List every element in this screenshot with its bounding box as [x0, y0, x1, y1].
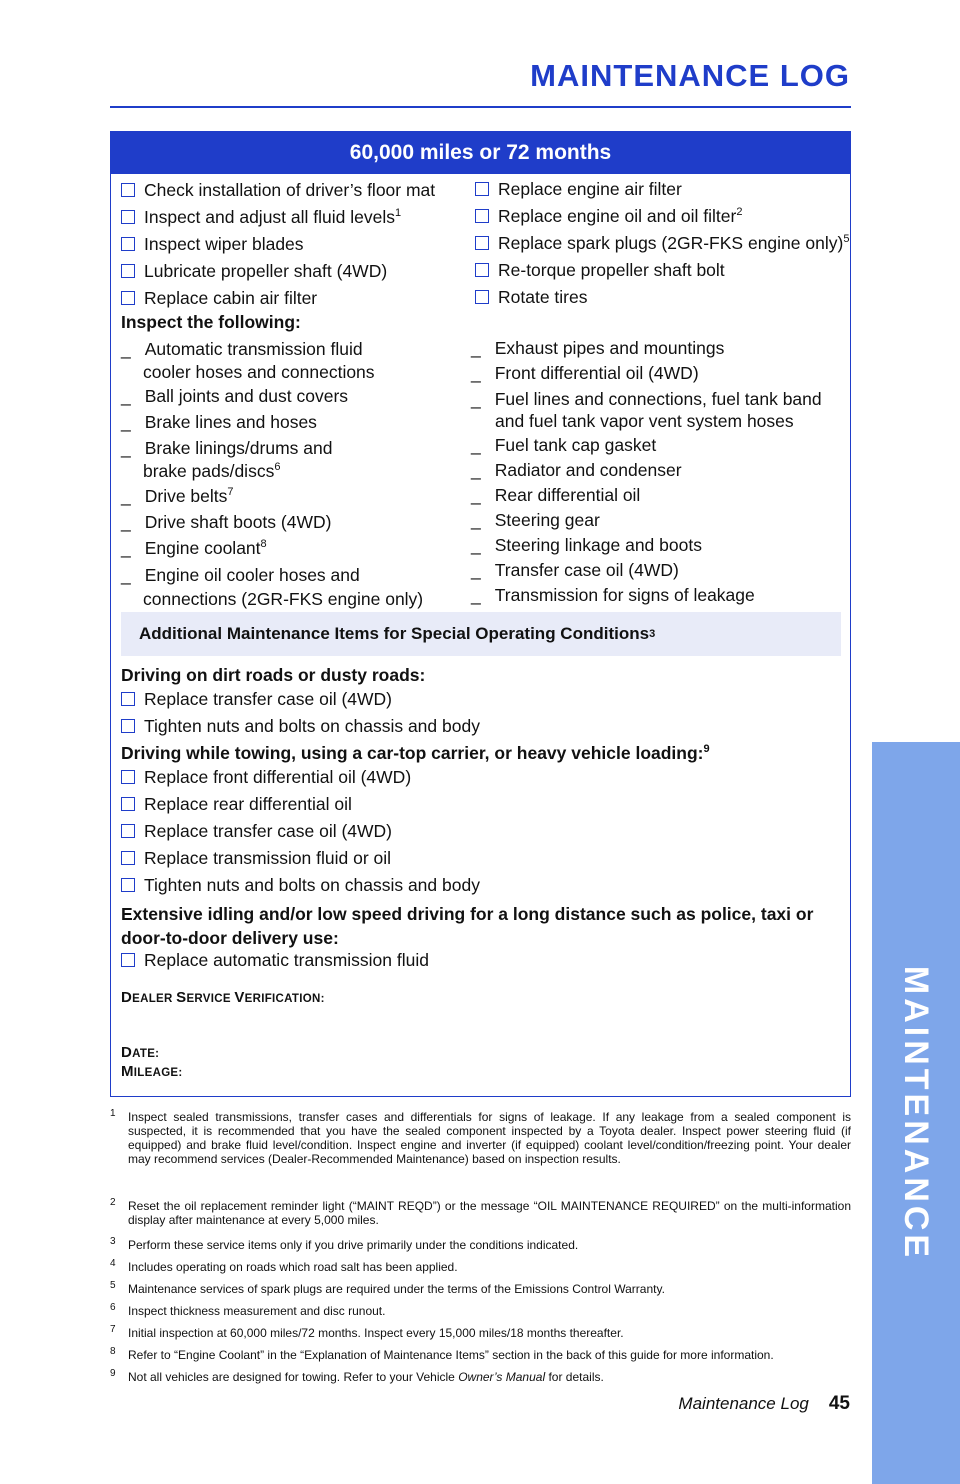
footnote: 6 Inspect thickness measurement and disc runout. — [110, 1302, 386, 1318]
checkbox[interactable] — [121, 953, 135, 967]
mileage-label: MILEAGE: — [121, 1063, 183, 1080]
footnote: 3 Perform these service items only if you drive primarily under the conditions indicated. — [110, 1236, 579, 1252]
checklist-item[interactable]: Replace transfer case oil (4WD) — [121, 689, 392, 709]
checklist-item[interactable]: Lubricate propeller shaft (4WD) — [121, 261, 387, 281]
checkbox[interactable] — [121, 878, 135, 892]
footnote: 4 Includes operating on roads which road salt has been applied. — [110, 1258, 458, 1274]
checkbox[interactable] — [121, 719, 135, 733]
inspect-item: _ Radiator and condenser — [471, 460, 682, 480]
inspect-item: _ Exhaust pipes and mountings — [471, 338, 725, 358]
footnote: 7 Initial inspection at 60,000 miles/72 months. Inspect every 15,000 miles/18 months thereafter. — [110, 1324, 624, 1340]
checklist-item[interactable]: Re-torque propeller shaft bolt — [475, 260, 725, 280]
inspect-item: _ Automatic transmission fluid cooler hoses and connections — [121, 339, 375, 382]
checklist-item[interactable]: Replace engine air filter — [475, 179, 682, 199]
inspect-item: _ Steering gear — [471, 510, 600, 530]
inspect-item: _ Transmission for signs of leakage — [471, 585, 755, 605]
checkbox[interactable] — [121, 264, 135, 278]
inspect-item: _ Steering linkage and boots — [471, 535, 702, 555]
checklist-item[interactable]: Replace transfer case oil (4WD) — [121, 821, 392, 841]
dealer-verification-label: DEALER SERVICE VERIFICATION: — [121, 989, 325, 1006]
inspect-item: _ Drive belts$^7$ — [121, 486, 234, 506]
footer-section-name: Maintenance Log — [678, 1394, 809, 1413]
inspect-item: _ Front differential oil (4WD) — [471, 363, 699, 383]
checklist-item[interactable]: Replace spark plugs (2GR-FKS engine only)$^5$ — [475, 233, 849, 253]
page-footer — [678, 1393, 850, 1415]
title-rule — [110, 106, 851, 108]
footnote: 1 Inspect sealed transmissions, transfer cases and differentials for signs of leakage. If any leakage from a sealed component is suspected, it is recommended that you have the sealed component inspected by a Toyota dealer. Inspect power steering fluid (if equipped) and brake fluid level/condition. Inspect engine and inverter (if equipped) coolant level/condition/freezing point. Your dealer may recommend services (Dealer-Recommended Maintenance) based on inspection results. — [110, 1108, 851, 1166]
inspect-item: _ Drive shaft boots (4WD) — [121, 512, 332, 532]
additional-items-banner: Additional Maintenance Items for Special Operating Conditions 3 — [121, 612, 841, 656]
side-tab-label: MAINTENANCE — [897, 965, 936, 1261]
checkbox[interactable] — [121, 210, 135, 224]
checklist-item[interactable]: Replace transmission fluid or oil — [121, 848, 391, 868]
checklist-item[interactable]: Replace rear differential oil — [121, 794, 352, 814]
side-tab — [872, 742, 960, 1484]
dirt-roads-heading: Driving on dirt roads or dusty roads: — [121, 665, 426, 685]
inspect-item: _ Fuel lines and connections, fuel tank band and fuel tank vapor vent system hoses — [471, 389, 822, 431]
inspect-item: _ Brake linings/drums and brake pads/discs$^6$ — [121, 438, 333, 481]
inspect-heading: Inspect the following: — [121, 312, 301, 332]
inspect-item: _ Fuel tank cap gasket — [471, 435, 657, 455]
checklist-item[interactable]: Replace cabin air filter — [121, 288, 317, 308]
towing-heading: Driving while towing, using a car-top carrier, or heavy vehicle loading:$^9$ — [121, 743, 710, 763]
checkbox[interactable] — [121, 797, 135, 811]
checkbox[interactable] — [475, 209, 489, 223]
checkbox[interactable] — [121, 291, 135, 305]
checklist-item[interactable]: Tighten nuts and bolts on chassis and body — [121, 716, 480, 736]
checkbox[interactable] — [121, 183, 135, 197]
page-number: 45 — [828, 1393, 850, 1414]
checkbox[interactable] — [121, 824, 135, 838]
inspect-item: _ Ball joints and dust covers — [121, 386, 349, 406]
footnote: 9 Not all vehicles are designed for towing. Refer to your Vehicle Owner’s Manual for details. — [110, 1368, 604, 1384]
inspect-item: _ Rear differential oil — [471, 485, 641, 505]
checkbox[interactable] — [121, 770, 135, 784]
checkbox[interactable] — [121, 851, 135, 865]
checklist-item[interactable]: Inspect and adjust all fluid levels$^1$ — [121, 207, 401, 227]
inspect-item: _ Engine oil cooler hoses and connections (2GR-FKS engine only) — [121, 565, 424, 609]
footnote: 8 Refer to “Engine Coolant” in the “Explanation of Maintenance Items” section in the back of this guide for more information. — [110, 1346, 774, 1362]
inspect-item: _ Engine coolant$^8$ — [121, 538, 267, 558]
maintenance-log-box — [110, 131, 851, 1097]
checkbox[interactable] — [475, 236, 489, 250]
checklist-item[interactable]: Check installation of driver’s floor mat — [121, 180, 435, 200]
idling-heading: Extensive idling and/or low speed driving for a long distance such as police, taxi or door-to-door delivery use: — [121, 904, 814, 948]
inspect-item: _ Brake lines and hoses — [121, 412, 317, 432]
checklist-item[interactable]: Rotate tires — [475, 287, 587, 307]
checklist-item[interactable]: Replace automatic transmission fluid — [121, 950, 429, 970]
checklist-item[interactable]: Replace engine oil and oil filter$^2$ — [475, 206, 742, 226]
checkbox[interactable] — [121, 692, 135, 706]
checkbox[interactable] — [475, 290, 489, 304]
checklist-item[interactable]: Inspect wiper blades — [121, 234, 304, 254]
footnote: 5 Maintenance services of spark plugs are required under the terms of the Emissions Control Warranty. — [110, 1280, 665, 1296]
checklist-item[interactable]: Replace front differential oil (4WD) — [121, 767, 411, 787]
inspect-item: _ Transfer case oil (4WD) — [471, 560, 679, 580]
checklist-item[interactable]: Tighten nuts and bolts on chassis and body — [121, 875, 480, 895]
checkbox[interactable] — [475, 263, 489, 277]
checkbox[interactable] — [475, 182, 489, 196]
interval-header: 60,000 miles or 72 months — [111, 132, 850, 174]
footnote: 2 Reset the oil replacement reminder light (“MAINT REQD”) or the message “OIL MAINTENANCE REQUIRED” on the multi-information display after maintenance at every 5,000 miles. — [110, 1197, 851, 1227]
checkbox[interactable] — [121, 237, 135, 251]
page-title: MAINTENANCE LOG — [530, 58, 850, 93]
date-label: DATE: — [121, 1044, 160, 1061]
